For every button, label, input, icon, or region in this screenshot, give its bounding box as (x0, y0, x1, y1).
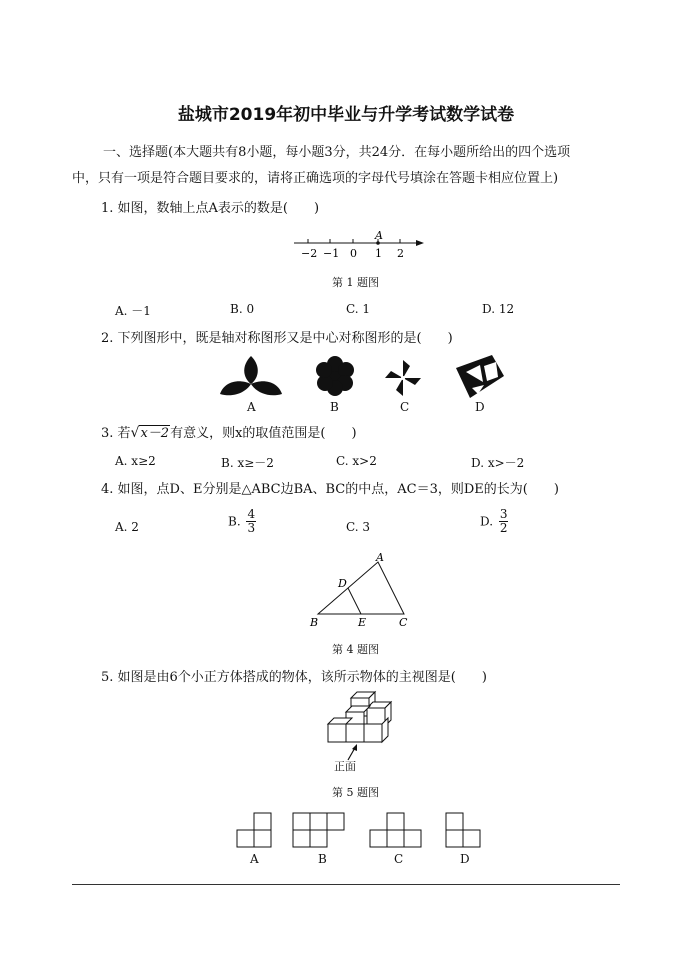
fraction-denominator: 3 (247, 521, 256, 535)
q1-tick-label: −2 (301, 247, 318, 260)
q4-vertex-label: D (338, 577, 347, 590)
q4-option-b (228, 508, 256, 535)
q1-tick-label: 0 (350, 247, 357, 260)
q1-option-d: D. 12 (482, 302, 515, 316)
section-heading-line1: 一、选择题(本大题共有8小题，每小题3分，共24分．在每小题所给出的四个选项 (103, 145, 571, 160)
q3-option-a: A. x≥2 (115, 454, 156, 468)
q4-vertex-label: A (376, 552, 384, 564)
q4-option-d-fraction (499, 508, 509, 535)
q1-tick-label: 2 (397, 247, 404, 260)
q5-caption: 第 5 题图 (332, 786, 379, 799)
q5-front-label: 正面 (334, 760, 356, 773)
q1-option-c: C. 1 (346, 302, 371, 316)
q2-stem: 2. 下列图形中，既是轴对称图形又是中心对称图形的是( ) (101, 331, 453, 346)
fraction-denominator: 2 (499, 521, 508, 535)
q3-option-d: D. x>－2 (471, 456, 525, 470)
q3-radicand: x－2 (140, 426, 170, 441)
q1-caption: 第 1 题图 (332, 276, 379, 289)
q1-tick-label: 1 (375, 247, 382, 260)
q5-label-c: C (394, 852, 404, 866)
footer-rule (72, 884, 620, 885)
q2-label-b: B (330, 400, 339, 414)
q2-label-d: D (475, 400, 485, 414)
q5-option-b-view (292, 812, 350, 850)
q4-option-b-prefix: B. (228, 514, 241, 529)
q5-cube-stack-figure (318, 690, 400, 772)
q4-option-a: A. 2 (115, 520, 139, 534)
q4-vertex-label: E (358, 616, 367, 629)
q2-figure-b-flower (310, 354, 360, 400)
q5-label-d: D (460, 852, 470, 866)
sqrt-sign: √ (130, 425, 140, 441)
q3-stem-suffix: 有意义，则x的取值范围是( ) (170, 426, 357, 441)
page-title: 盐城市2019年初中毕业与升学考试数学试卷 (177, 105, 515, 125)
q5-label-b: B (318, 852, 327, 866)
q4-option-d-prefix: D. (480, 514, 494, 529)
q5-option-a-view (236, 812, 274, 850)
q1-number-line (290, 228, 430, 260)
q1-option-b: B. 0 (230, 302, 255, 316)
q5-option-d-view (445, 812, 483, 850)
q5-label-a: A (250, 852, 259, 866)
q3-stem-prefix: 3. 若 (101, 426, 131, 441)
q1-point-label: A (375, 229, 383, 242)
q2-label-c: C (400, 400, 410, 414)
q4-stem: 4. 如图，点D、E分别是△ABC边BA、BC的中点，AC＝3，则DE的长为( ) (101, 482, 559, 497)
q5-stem: 5. 如图是由6个小正方体搭成的物体，该所示物体的主视图是( ) (101, 670, 487, 685)
q1-option-a: A. －1 (115, 304, 151, 318)
q4-option-c: C. 3 (346, 520, 371, 534)
q4-vertex-label: B (310, 616, 319, 629)
q4-option-d (480, 508, 508, 535)
q2-figure-d-tangram (452, 352, 508, 402)
q4-option-b-fraction (246, 508, 256, 535)
section-heading-line2: 中，只有一项是符合题目要求的，请将正确选项的字母代号填涂在答题卡相应位置上) (72, 171, 559, 186)
fraction-numerator: 3 (499, 507, 508, 521)
q2-label-a: A (247, 400, 256, 414)
q5-option-c-view (369, 812, 425, 850)
q4-triangle-figure (306, 552, 416, 630)
q3-option-b: B. x≥－2 (221, 456, 274, 470)
q1-tick-label: −1 (323, 247, 340, 260)
q4-caption: 第 4 题图 (332, 643, 379, 656)
fraction-numerator: 4 (247, 507, 256, 521)
q2-figure-c-pinwheel (380, 356, 426, 400)
q1-stem: 1. 如图，数轴上点A表示的数是( ) (101, 201, 320, 216)
q3-option-c: C. x>2 (336, 454, 377, 468)
q3-stem (101, 424, 357, 443)
q4-vertex-label: C (399, 616, 408, 629)
